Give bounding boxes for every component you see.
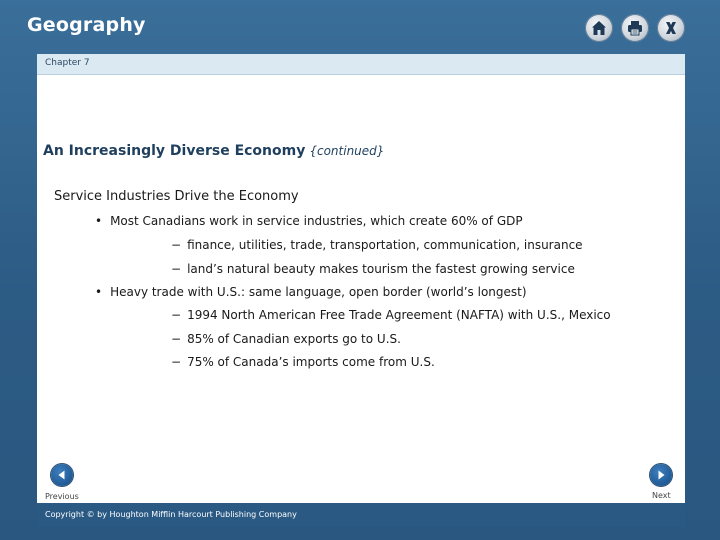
previous-button[interactable] bbox=[51, 464, 73, 486]
copyright-text: Copyright © by Houghton Mifflin Harcourt Publishing Company bbox=[45, 510, 297, 519]
section-heading: Service Industries Drive the Economy bbox=[54, 189, 299, 204]
printer-icon bbox=[626, 19, 644, 37]
footer-bar bbox=[37, 503, 685, 527]
sub-item: − finance, utilities, trade, transportation, communication, insurance bbox=[171, 238, 583, 252]
chapter-bar bbox=[37, 54, 685, 75]
sub-item: − land’s natural beauty makes tourism the fastest growing service bbox=[171, 262, 575, 276]
slide-content bbox=[37, 75, 685, 503]
close-button[interactable] bbox=[657, 14, 685, 42]
slide-title bbox=[43, 143, 384, 159]
home-button[interactable] bbox=[585, 14, 613, 42]
arrow-left-icon bbox=[56, 469, 68, 481]
app-title: Geography bbox=[27, 14, 146, 36]
bullet-item: • Most Canadians work in service industries, which create 60% of GDP bbox=[95, 214, 523, 228]
close-icon bbox=[662, 19, 680, 37]
sub-item: − 1994 North American Free Trade Agreement (NAFTA) with U.S., Mexico bbox=[171, 308, 611, 322]
home-icon bbox=[590, 19, 608, 37]
print-button[interactable] bbox=[621, 14, 649, 42]
slide-title-suffix: {continued} bbox=[309, 144, 385, 158]
bullet-item: • Heavy trade with U.S.: same language, open border (world’s longest) bbox=[95, 285, 527, 299]
next-label[interactable]: Next bbox=[652, 491, 671, 500]
next-button[interactable] bbox=[650, 464, 672, 486]
slide-title-text: An Increasingly Diverse Economy bbox=[43, 143, 306, 159]
arrow-right-icon bbox=[655, 469, 667, 481]
sub-item: − 75% of Canada’s imports come from U.S. bbox=[171, 355, 435, 369]
chapter-label: Chapter 7 bbox=[45, 58, 90, 68]
previous-label[interactable]: Previous bbox=[45, 492, 79, 501]
sub-item: − 85% of Canadian exports go to U.S. bbox=[171, 332, 401, 346]
